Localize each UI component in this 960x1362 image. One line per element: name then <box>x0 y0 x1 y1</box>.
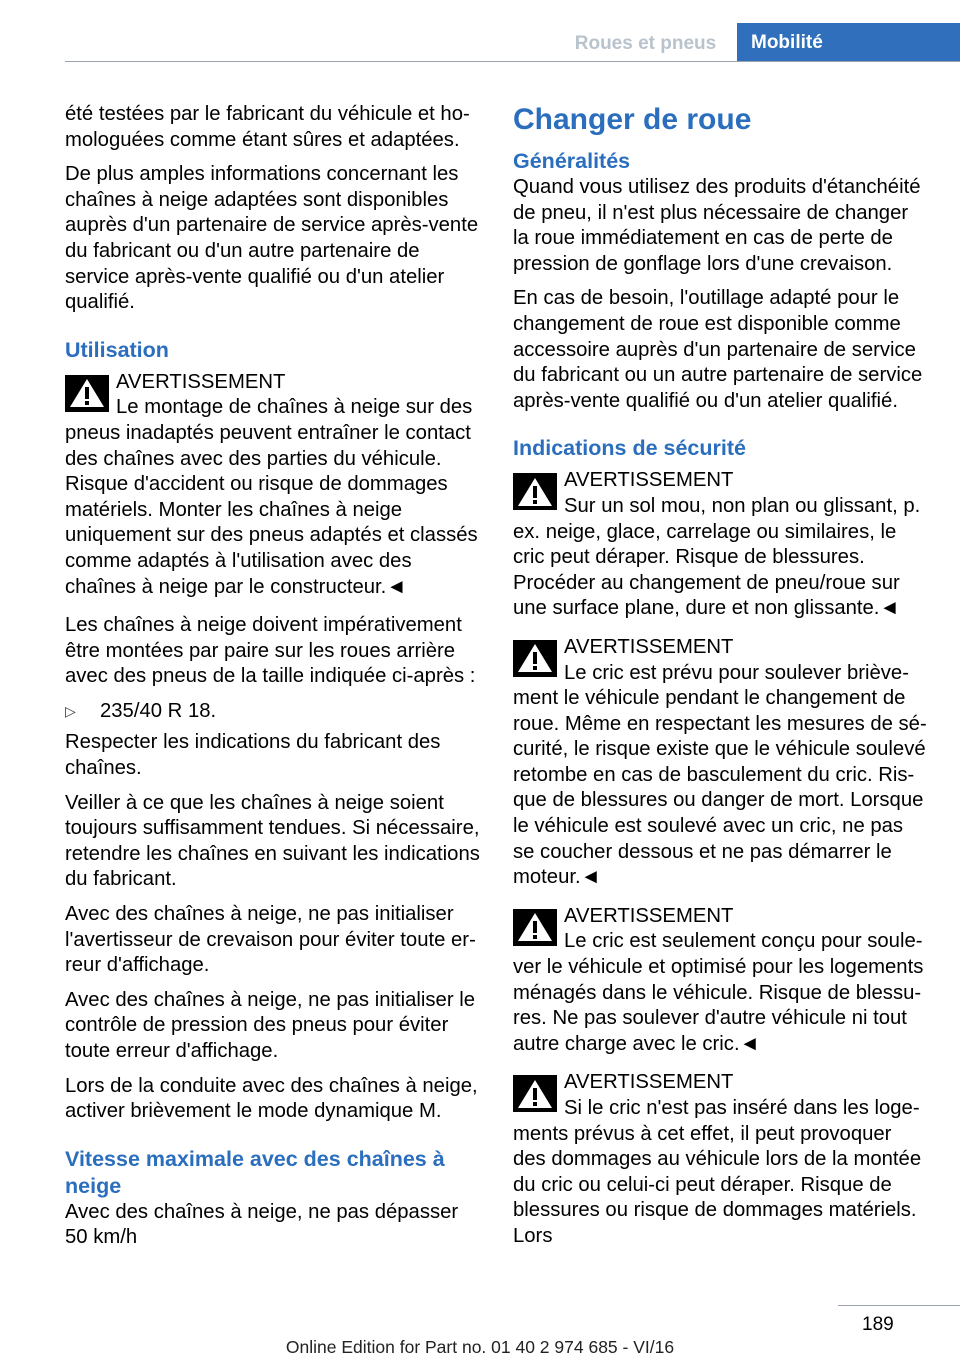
paragraph: En cas de besoin, l'outillage adapté pour le changement de roue est disponible comme accessoire auprès d'un partenaire de service du fabricant ou un autre partenaire de service après-vente qualifié ou d'un atelier qualifié. <box>513 287 923 412</box>
list-item <box>65 699 481 725</box>
heading-indications-securite: Indications de sécurité <box>513 436 746 461</box>
list-item-text: 235/40 R 18. <box>100 699 217 722</box>
warning-block <box>65 370 481 600</box>
warning-block <box>513 468 929 622</box>
left-column <box>65 102 481 1260</box>
warning-text: Le montage de chaînes à neige sur des pneus inadaptés peuvent entraîner le contact des chaînes avec des parties du véhicule. Risque d'accident ou risque de dommages matériels. Monter les chaînes à neige uniquement sur des pneus adaptés et classés comme adaptés à l'utilisation avec des chaînes à neige par le constructeur.◄ <box>65 396 478 598</box>
paragraph: Les chaînes à neige doivent impérativement être montées par paire sur les roues arrière avec des pneus de la taille indiquée ci-après : <box>65 614 476 688</box>
warning-triangle-icon <box>513 473 557 510</box>
edition-footer: Online Edition for Part no. 01 40 2 974 685 - VI/16 <box>285 1337 675 1357</box>
warning-text: Le cric est seulement conçu pour soulever le véhicule et optimisé pour les logements ménagés dans le véhicule. Risque de blessures. Ne pas soulever d'autre véhicule ni tout autre charge avec le cric.◄ <box>513 930 924 1055</box>
warning-triangle-icon <box>513 640 557 677</box>
warning-triangle-icon <box>513 1075 557 1112</box>
right-column <box>513 102 929 1263</box>
warning-title: AVERTISSEMENT <box>564 635 734 658</box>
footer-rule <box>838 1305 960 1306</box>
warning-text: Sur un sol mou, non plan ou glissant, p. ex. neige, glace, carrelage ou similaires, le cric peut déraper. Risque de blessures. Procéder au changement de pneu/roue sur une surface plane, dure et non glissante.◄ <box>513 494 921 620</box>
paragraph: Quand vous utilisez des produits d'étanchéité de pneu, il n'est plus nécessaire de changer la roue immédiatement en cas de perte de pression de gonflage lors d'une crevaison. <box>513 176 921 275</box>
chapter-tab-label: Mobilité <box>751 32 823 53</box>
heading-utilisation: Utilisation <box>65 337 169 362</box>
chapter-tab[interactable] <box>737 23 960 61</box>
warning-title: AVERTISSEMENT <box>564 1071 734 1094</box>
warning-title: AVERTISSEMENT <box>564 904 734 927</box>
paragraph: Lors de la conduite avec des chaînes à neige, activer brièvement le mode dynamique M. <box>65 1074 478 1123</box>
paragraph: Avec des chaînes à neige, ne pas dépasser 50 km/h <box>65 1200 459 1249</box>
section-tab[interactable]: Roues et pneus <box>574 33 717 54</box>
paragraph: Respecter les indications du fabricant des chaînes. <box>65 731 441 780</box>
heading-changer-de-roue: Changer de roue <box>513 103 752 136</box>
heading-vitesse-maximale: Vitesse maximale avec des chaînes à neige <box>65 1146 445 1198</box>
warning-text: Le cric est prévu pour soulever brièvement le véhicule pendant le changement de roue. Même en respectant les mesures de sécurité, le risque existe que le véhicule soulevé retombe en cas de basculement du cric. Risque de blessures ou danger de mort. Lorsque le véhicule est soulevé avec un cric, ne pas se coucher dessous et ne pas démarrer le moteur.◄ <box>513 661 927 889</box>
warning-triangle-icon <box>513 909 557 946</box>
triangle-bullet-icon: ▷ <box>65 702 76 719</box>
paragraph: Veiller à ce que les chaînes à neige soient toujours suffisamment tendues. Si nécessaire, retendre les chaînes en suivant les indications du fabricant. <box>65 791 480 891</box>
warning-title: AVERTISSEMENT <box>564 469 734 492</box>
paragraph: Avec des chaînes à neige, ne pas initialiser l'avertisseur de crevaison pour éviter toute erreur d'affichage. <box>65 903 476 977</box>
paragraph: Avec des chaînes à neige, ne pas initialiser le contrôle de pression des pneus pour éviter toute erreur d'affichage. <box>65 988 476 1062</box>
heading-generalites: Généralités <box>513 149 631 173</box>
warning-text: Si le cric n'est pas inséré dans les logements prévus à cet effet, il peut provoquer des dommages au véhicule lors de la montée du cric ou celui-ci peut déraper. Risque de blessures ou risque de dommages matériels. Lors <box>513 1097 922 1247</box>
warning-block <box>513 635 929 891</box>
page-number: 189 <box>862 1314 894 1335</box>
paragraph: été testées par le fabricant du véhicule et homologuées comme étant sûres et adaptées. <box>65 103 470 151</box>
warning-triangle-icon <box>65 375 109 412</box>
paragraph: De plus amples informations concernant les chaînes à neige adaptées sont disponibles auprès d'un partenaire de service après-vente du fabricant ou d'un autre partenaire de service après-vente qualifié ou d'un atelier qualifié. <box>65 163 479 314</box>
warning-title: AVERTISSEMENT <box>116 370 286 393</box>
warning-block <box>513 904 929 1058</box>
header-rule <box>65 61 960 62</box>
warning-block <box>513 1070 929 1249</box>
